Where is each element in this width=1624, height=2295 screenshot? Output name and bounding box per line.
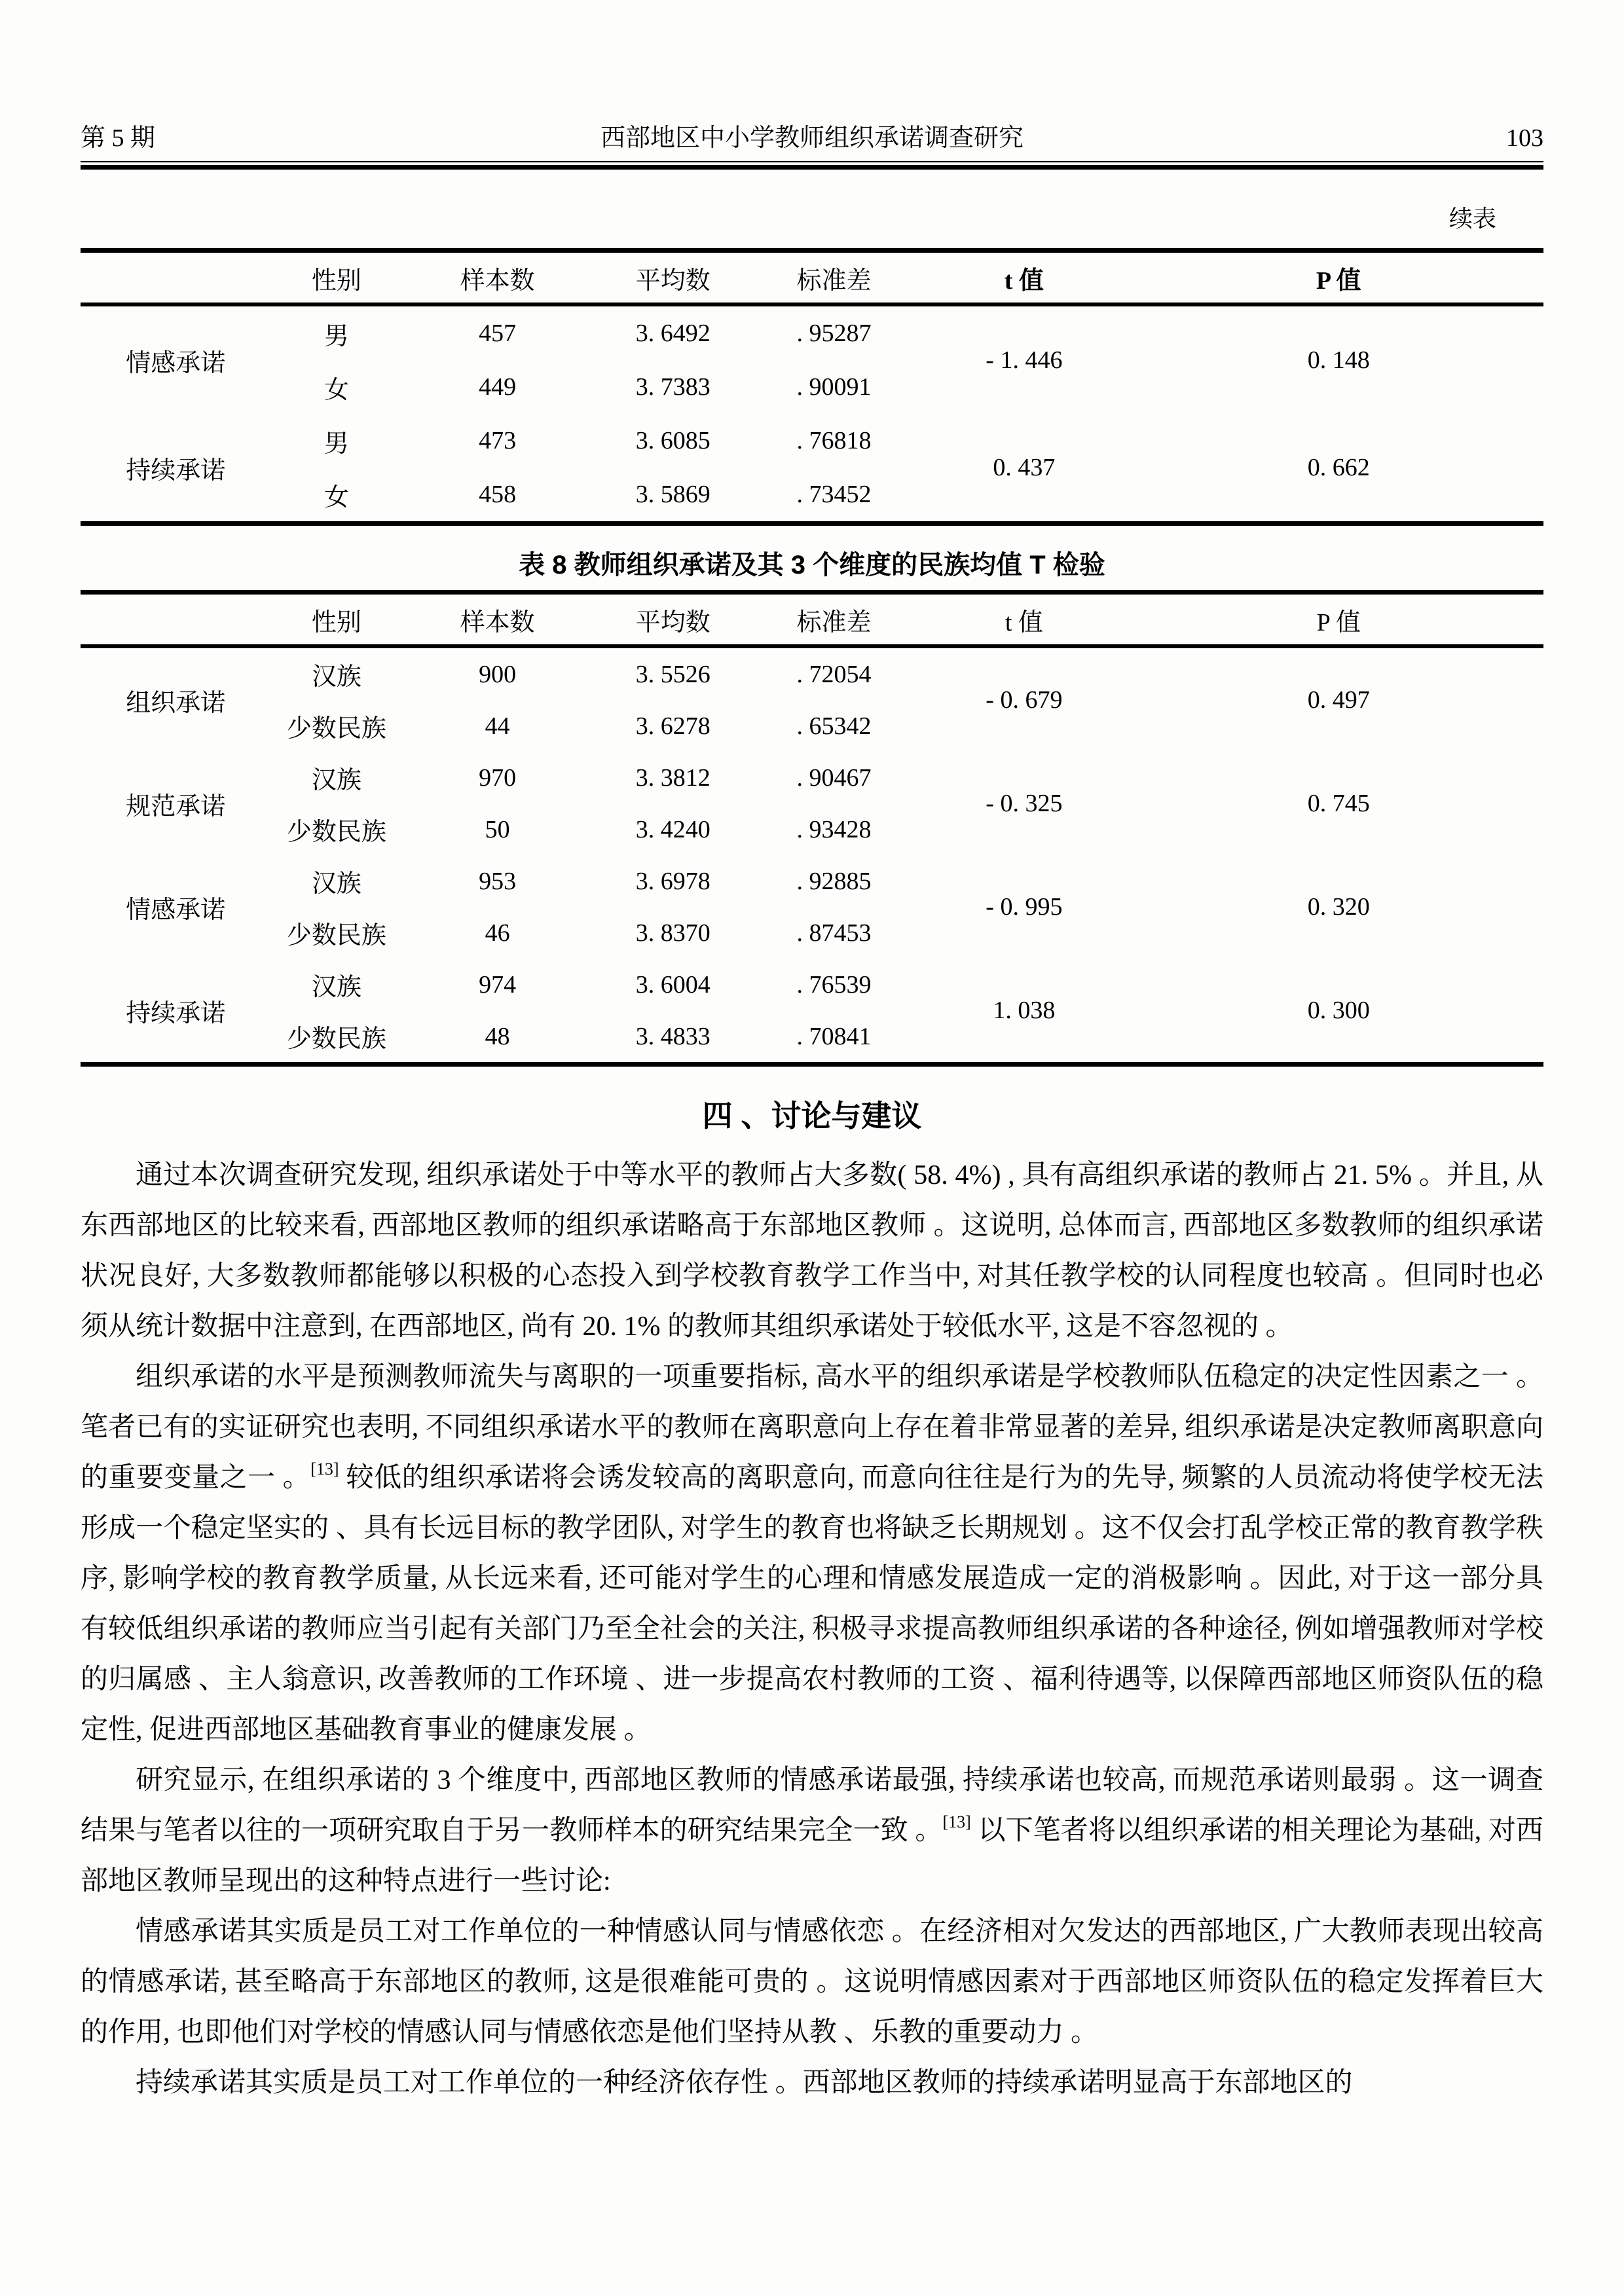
paragraph-text: 以下笔者将以组织承诺的相关理论为基础, 对西部地区教师呈现出的这种特点进行一些讨论:	[81, 1816, 1543, 1896]
cell-n: 900	[479, 660, 517, 688]
column-header: 样本数	[460, 266, 535, 295]
table-row	[81, 752, 1543, 803]
cell-t: - 0. 325	[986, 790, 1063, 817]
cell-category: 女	[323, 483, 349, 511]
cell-mean: 3. 6492	[635, 320, 710, 347]
cell-p: 0. 300	[1307, 997, 1370, 1024]
cell-p: 0. 497	[1307, 686, 1370, 714]
cell-n: 50	[485, 815, 510, 843]
cell-mean: 3. 3812	[635, 763, 710, 792]
cell-category: 少数民族	[286, 922, 386, 949]
paragraph	[81, 1755, 1543, 1907]
cell-mean: 3. 6278	[635, 712, 710, 740]
cell-category: 少数民族	[286, 1025, 386, 1053]
cell-mean: 3. 5526	[635, 660, 710, 688]
cell-mean: 3. 5869	[635, 481, 710, 508]
cell-p: 0. 320	[1307, 893, 1370, 921]
row-label: 持续承诺	[126, 999, 226, 1027]
cell-category: 汉族	[311, 767, 361, 794]
cell-n: 974	[479, 970, 517, 999]
table-row	[81, 414, 1543, 468]
ethnicity-ttest-table	[81, 590, 1543, 1067]
cell-sd: . 76539	[796, 970, 872, 999]
cell-category: 男	[323, 322, 349, 350]
row-label: 情感承诺	[126, 896, 226, 924]
column-header: 样本数	[460, 608, 535, 636]
cell-category: 少数民族	[286, 715, 386, 743]
cell-sd: . 76818	[796, 427, 872, 454]
cell-sd: . 90091	[796, 373, 872, 401]
cell-n: 46	[485, 919, 510, 947]
issue-label: 第 5 期	[81, 124, 156, 152]
cell-p: 0. 148	[1307, 346, 1370, 374]
cell-sd: . 93428	[796, 815, 872, 843]
paragraph: 情感承诺其实质是员工对工作单位的一种情感认同与情感依恋 。在经济相对欠发达的西部地区, 广大教师表现出较高的情感承诺, 甚至略高于东部地区的教师, 这是很难能可贵的 。这说明情感因素对于西部地区师资队伍的稳定发挥着巨大的作用, 也即他们对学校的情感认同与情感依恋是他们坚持从教 、乐教的重要动力 。	[81, 1917, 1543, 2047]
discussion-body	[81, 1150, 1543, 2108]
section-heading: 四 、讨论与建议	[702, 1099, 922, 1133]
table-header-row	[81, 593, 1543, 647]
row-label: 组织承诺	[126, 689, 226, 717]
column-header: 平均数	[635, 266, 710, 295]
citation-superscript: [13]	[310, 1460, 339, 1478]
cell-n: 458	[479, 481, 517, 508]
citation-superscript: [13]	[942, 1812, 971, 1831]
cell-category: 女	[323, 376, 349, 404]
paragraph-text: 较低的组织承诺将会诱发较高的离职意向, 而意向往往是行为的先导, 频繁的人员流动将使学校无法形成一个稳定坚实的 、具有长远目标的教学团队, 对学生的教育也将缺乏长期规划 。这不仅会打乱学校正常的教育教学秩序, 影响学校的教育教学质量, 从长远来看, 还可能对学生的心理和情感发展造成一定的消极影响 。因此, 对于这一部分具有较低组织承诺的教师应当引起有关部门乃至全社会的关注, 积极寻求提高教师组织承诺的各种途径, 例如增强教师对学校的归属感 、主人翁意识, 改善教师的工作环境 、进一步提高农村教师的工资 、福利待遇等, 以保障西部地区师资队伍的稳定性, 促进西部地区基础教育事业的健康发展 。	[81, 1463, 1543, 1745]
cell-t: 0. 437	[993, 454, 1056, 481]
cell-t: 1. 038	[993, 997, 1056, 1024]
cell-category: 汉族	[311, 870, 361, 898]
cell-mean: 3. 6085	[635, 427, 710, 454]
paper-title: 西部地区中小学教师组织承诺调查研究	[600, 124, 1024, 152]
cell-sd: . 73452	[796, 481, 872, 508]
table-row	[81, 959, 1543, 1010]
cell-sd: . 92885	[796, 867, 872, 895]
column-header: t 值	[1005, 608, 1043, 636]
empty-header-cell	[81, 251, 270, 305]
column-header: 性别	[311, 608, 361, 636]
cell-mean: 3. 8370	[635, 919, 710, 947]
cell-n: 48	[485, 1022, 510, 1050]
cell-sd: . 72054	[796, 660, 872, 688]
cell-t: - 0. 995	[986, 893, 1063, 921]
cell-mean: 3. 4833	[635, 1022, 710, 1050]
cell-category: 少数民族	[286, 818, 386, 846]
cell-mean: 3. 6004	[635, 970, 710, 999]
cell-category: 汉族	[311, 663, 361, 691]
cell-n: 44	[485, 712, 510, 740]
cell-sd: . 90467	[796, 763, 872, 792]
column-header: P 值	[1316, 608, 1361, 636]
cell-sd: . 65342	[796, 712, 872, 740]
cell-category: 汉族	[311, 974, 361, 1001]
continued-table-label: 续表	[1449, 206, 1496, 232]
table-row	[81, 855, 1543, 907]
cell-t: - 1. 446	[986, 346, 1063, 374]
paragraph-text: 组织承诺的水平是预测教师流失与离职的一项重要指标, 高水平的组织承诺是学校教师队伍稳定的决定性因素之一 。笔者已有的实证研究也表明, 不同组织承诺水平的教师在离职意向上存在着非常显著的差异, 组织承诺是决定教师离职意向的重要变量之一 。	[81, 1362, 1543, 1493]
empty-header-cell	[81, 593, 270, 647]
gender-ttest-table	[81, 248, 1543, 526]
row-label: 持续承诺	[126, 456, 226, 485]
cell-mean: 3. 4240	[635, 815, 710, 843]
cell-sd: . 70841	[796, 1022, 872, 1050]
column-header: 性别	[311, 266, 361, 295]
header-rule	[81, 161, 1543, 170]
row-label: 规范承诺	[126, 792, 226, 820]
cell-n: 449	[479, 373, 517, 401]
column-header: 标准差	[796, 266, 872, 295]
page-number: 103	[1506, 124, 1543, 152]
column-header: P 值	[1316, 266, 1361, 295]
cell-t: - 0. 679	[986, 686, 1063, 714]
cell-mean: 3. 6978	[635, 867, 710, 895]
cell-n: 473	[479, 427, 517, 454]
cell-p: 0. 662	[1307, 454, 1370, 481]
cell-n: 457	[479, 320, 517, 347]
cell-category: 男	[323, 430, 349, 458]
running-head	[81, 0, 1543, 153]
cell-sd: . 95287	[796, 320, 872, 347]
paragraph-text: 研究显示, 在组织承诺的 3 个维度中, 西部地区教师的情感承诺最强, 持续承诺也较高, 而规范承诺则最弱 。这一调查结果与笔者以往的一项研究取自于另一教师样本的研究结果完全一致 。	[81, 1765, 1543, 1846]
cell-p: 0. 745	[1307, 790, 1370, 817]
table-header-row	[81, 251, 1543, 305]
cell-sd: . 87453	[796, 919, 872, 947]
table8-caption: 表 8 教师组织承诺及其 3 个维度的民族均值 T 检验	[519, 551, 1105, 579]
column-header: 平均数	[635, 608, 710, 636]
cell-mean: 3. 7383	[635, 373, 710, 401]
cell-n: 970	[479, 763, 517, 792]
paragraph: 通过本次调查研究发现, 组织承诺处于中等水平的教师占大多数( 58. 4%) , 具有高组织承诺的教师占 21. 5% 。并且, 从东西部地区的比较来看, 西部地区教师的组织承诺略高于东部地区教师 。这说明, 总体而言, 西部地区多数教师的组织承诺状况良好, 大多数教师都能够以积极的心态投入到学校教育教学工作当中, 对其任教学校的认同程度也较高 。但同时也必须从统计数据中注意到, 在西部地区, 尚有 20. 1% 的教师其组织承诺处于较低水平, 这是不容忽视的 。	[81, 1160, 1543, 1342]
cell-n: 953	[479, 867, 517, 895]
table-row	[81, 304, 1543, 360]
column-header: 标准差	[796, 608, 872, 636]
row-label: 情感承诺	[126, 349, 226, 377]
table-row	[81, 646, 1543, 700]
paragraph: 持续承诺其实质是员工对工作单位的一种经济依存性 。西部地区教师的持续承诺明显高于东部地区的	[136, 2068, 1353, 2098]
paragraph	[81, 1352, 1543, 1755]
column-header: t 值	[1004, 266, 1044, 295]
